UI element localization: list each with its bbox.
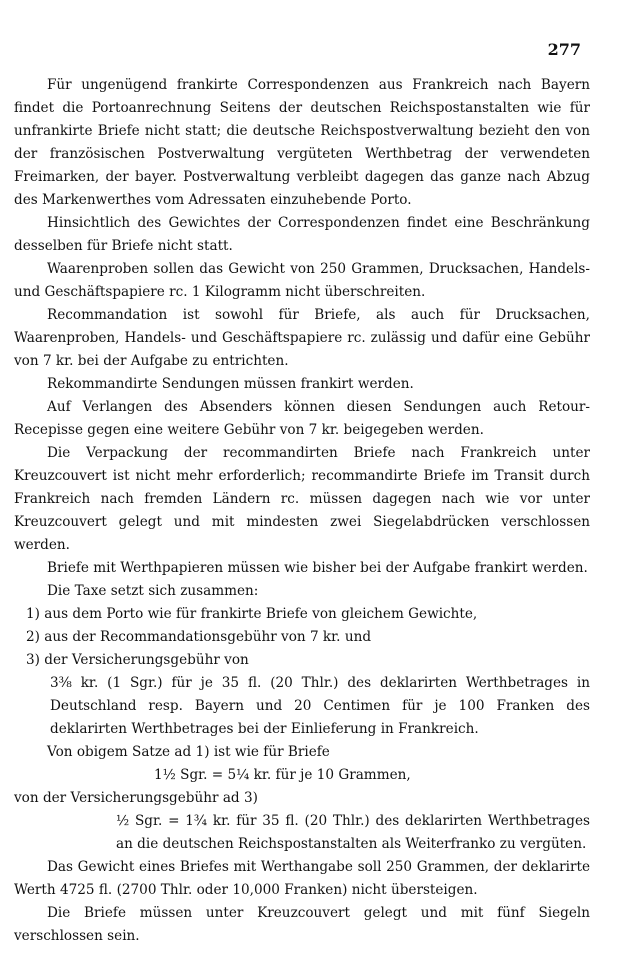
paragraph-seals: Die Briefe müssen unter Kreuzcouvert gelegt und mit fünf Siegeln verschlossen sein.: [14, 905, 590, 944]
formula-rate-1: 1½ Sgr. = 5¼ kr. für je 10 Grammen,: [154, 767, 411, 783]
paragraph-rate-ad-3: von der Versicherungsgebühr ad 3): [14, 790, 258, 806]
paragraph-registered-franked: Rekommandirte Sendungen müssen frankirt werden.: [47, 376, 414, 392]
list-item-3: 3) der Versicherungsgebühr von: [26, 652, 249, 668]
paragraph-samples-weight: Waarenproben sollen das Gewicht von 250 Grammen, Drucksachen, Handels- und Geschäftspapiere rc. 1 Kilogramm nicht überschreiten.: [14, 261, 590, 300]
list-item-2: 2) aus der Recommandationsgebühr von 7 kr. und: [26, 629, 372, 645]
paragraph-weight-limit: Hinsichtlich des Gewichtes der Correspondenzen findet eine Beschränkung desselben für Briefe nicht statt.: [14, 215, 590, 254]
paragraph-retour-recepisse: Auf Verlangen des Absenders können diesen Sendungen auch Retour-Recepisse gegen eine weitere Gebühr von 7 kr. beigegeben werden.: [14, 399, 590, 438]
insurance-fee-detail: 3⅜ kr. (1 Sgr.) für je 35 fl. (20 Thlr.) des deklarirten Werthbetrages in Deutschland resp. Bayern und 20 Centimen für je 100 Franken des deklarirten Werthbetrages bei der Einlieferung in Frankreich.: [50, 675, 590, 737]
page-body: [14, 74, 590, 948]
paragraph-max-weight-value: Das Gewicht eines Briefes mit Werthangabe soll 250 Grammen, der deklarirte Werth 4725 fl. (2700 Thlr. oder 10,000 Franken) nicht übersteigen.: [14, 859, 590, 898]
paragraph-recommandation: Recommandation ist sowohl für Briefe, als auch für Drucksachen, Waarenproben, Handels- und Geschäftspapiere rc. zulässig und dafür eine Gebühr von 7 kr. bei der Aufgabe zu entrichten.: [14, 307, 590, 369]
list-item-1: 1) aus dem Porto wie für frankirte Briefe von gleichem Gewichte,: [26, 606, 478, 622]
paragraph-uncovered-postage: Für ungenügend frankirte Correspondenzen aus Frankreich nach Bayern findet die Portoanrechnung Seitens der deutschen Reichspostanstalten wie für unfrankirte Briefe nicht statt; die deutsche Reichspostverwaltung bezieht den von der französischen Postverwaltung vergüteten Werthbetrag der verwendeten Freimarken, der bayer. Postverwaltung verbleibt dagegen das ganze nach Abzug des Markenwerthes vom Adressaten einzuhebende Porto.: [14, 77, 590, 208]
paragraph-packaging: Die Verpackung der recommandirten Briefe nach Frankreich unter Kreuzcouvert ist nicht mehr erforderlich; recommandirte Briefe im Transit durch Frankreich nach fremden Ländern rc. müssen dagegen nach wie vor unter Kreuzcouvert gelegt und mit mindesten zwei Siegelabdrücken verschlossen werden.: [14, 445, 590, 553]
paragraph-rate-ad-1: Von obigem Satze ad 1) ist wie für Briefe: [47, 744, 330, 760]
paragraph-tax-composition: Die Taxe setzt sich zusammen:: [47, 583, 259, 599]
formula-rate-3: ½ Sgr. = 1¾ kr. für 35 fl. (20 Thlr.) des deklarirten Werthbetrages an die deutschen Reichspostanstalten als Weiterfranko zu vergüten.: [116, 813, 590, 852]
page-number: 277: [547, 40, 581, 59]
paragraph-value-letters: Briefe mit Werthpapieren müssen wie bisher bei der Aufgabe frankirt werden.: [47, 560, 588, 576]
